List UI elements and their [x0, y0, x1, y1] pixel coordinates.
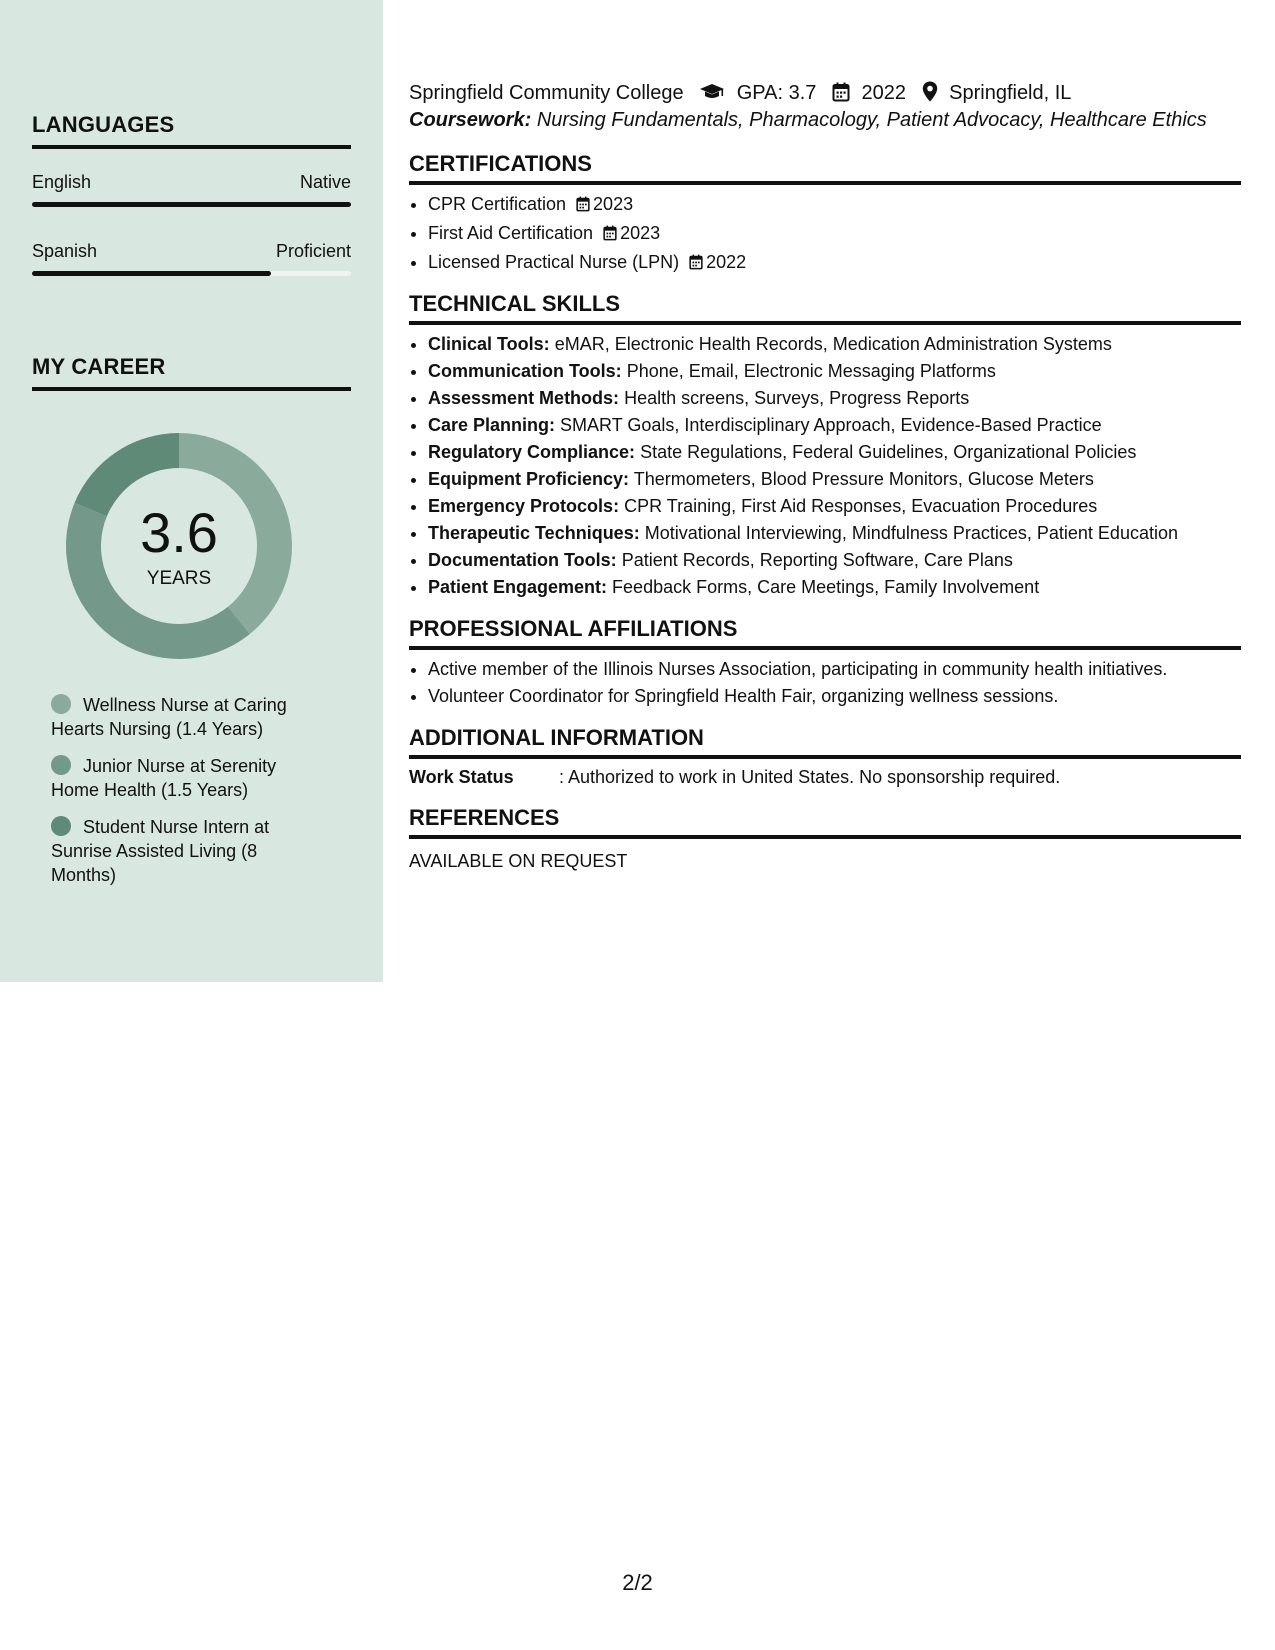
education-line: [409, 78, 1241, 108]
career-legend-item: [51, 693, 313, 741]
skill-item: [428, 412, 1241, 439]
technical-skills-title: TECHNICAL SKILLS: [409, 291, 1241, 325]
calendar-icon: [576, 193, 590, 220]
skill-item: [428, 358, 1241, 385]
skill-value: SMART Goals, Interdisciplinary Approach, Evidence-Based Practice: [560, 415, 1102, 435]
additional-info-title: ADDITIONAL INFORMATION: [409, 725, 1241, 759]
graduation-cap-icon: [699, 81, 725, 111]
coursework-label: Coursework:: [409, 109, 532, 131]
certifications-title: CERTIFICATIONS: [409, 151, 1241, 185]
references-title: REFERENCES: [409, 805, 1241, 839]
career-label: Wellness Nurse at Caring Hearts Nursing (1.4 Years): [51, 695, 287, 739]
skill-value: eMAR, Electronic Health Records, Medication Administration Systems: [554, 334, 1112, 354]
work-status-label: Work Status: [409, 767, 514, 787]
language-name: English: [32, 172, 92, 192]
skill-label: Clinical Tools:: [428, 334, 550, 354]
language-proficiency-fill: [32, 202, 351, 207]
skill-label: Emergency Protocols:: [428, 496, 620, 516]
skill-value: Phone, Email, Electronic Messaging Platforms: [626, 361, 996, 381]
language-proficiency-bar: [32, 202, 351, 207]
skill-item: [428, 331, 1241, 358]
map-pin-icon: [922, 81, 938, 111]
coursework: [409, 109, 1241, 132]
skill-item: [428, 466, 1241, 493]
skill-item: [428, 439, 1241, 466]
sidebar: [0, 0, 383, 982]
career-total-value: 3.6: [140, 501, 218, 564]
graduation-year: 2022: [861, 82, 906, 104]
skill-value: Patient Records, Reporting Software, Care Plans: [621, 550, 1013, 570]
skill-value: CPR Training, First Aid Responses, Evacuation Procedures: [624, 496, 1098, 516]
calendar-icon: [603, 222, 617, 249]
career-legend-item: [51, 815, 313, 887]
certification-year: 2023: [620, 223, 661, 243]
main-content: [409, 78, 1241, 872]
career-total-unit: YEARS: [146, 568, 212, 589]
school-location: Springfield, IL: [949, 82, 1072, 104]
legend-dot: [51, 816, 71, 836]
certification-name: Licensed Practical Nurse (LPN): [428, 252, 680, 272]
language-level: Native: [299, 172, 351, 192]
certification-name: CPR Certification: [428, 194, 567, 214]
certification-name: First Aid Certification: [428, 223, 594, 243]
skill-label: Regulatory Compliance:: [428, 442, 636, 462]
affiliations-list: [409, 656, 1241, 710]
work-status-row: [409, 767, 1241, 788]
skill-label: Care Planning:: [428, 415, 556, 435]
career-donut-chart: [66, 433, 292, 659]
gpa: GPA: 3.7: [736, 82, 817, 104]
career-heading: MY CAREER: [32, 354, 351, 391]
career-label: Junior Nurse at Serenity Home Health (1.5 Years): [51, 756, 277, 800]
skill-value: Feedback Forms, Care Meetings, Family Involvement: [612, 577, 1040, 597]
coursework-list: Nursing Fundamentals, Pharmacology, Patient Advocacy, Healthcare Ethics: [536, 109, 1207, 131]
certification-year: 2022: [706, 252, 747, 272]
skill-label: Documentation Tools:: [428, 550, 617, 570]
school-name: Springfield Community College: [409, 82, 684, 104]
language-proficiency-bar: [32, 271, 351, 276]
certification-year: 2023: [593, 194, 634, 214]
technical-skills-list: [409, 331, 1241, 601]
skill-item: [428, 385, 1241, 412]
career-donut-center: [66, 433, 292, 659]
skill-value: State Regulations, Federal Guidelines, Organizational Policies: [640, 442, 1137, 462]
skill-label: Communication Tools:: [428, 361, 622, 381]
affiliation-item: • Volunteer Coordinator for Springfield Health Fair, organizing wellness sessions.: [428, 683, 1241, 710]
legend-dot: [51, 694, 71, 714]
skill-item: [428, 547, 1241, 574]
calendar-icon: [832, 81, 850, 111]
certifications-list: [409, 191, 1241, 278]
skill-label: Assessment Methods:: [428, 388, 620, 408]
skill-label: Equipment Proficiency:: [428, 469, 630, 489]
skill-value: Health screens, Surveys, Progress Reports: [624, 388, 970, 408]
career-label: Student Nurse Intern at Sunrise Assisted Living (8 Months): [51, 817, 270, 885]
certification-item: [428, 249, 1241, 278]
language-level: Proficient: [275, 241, 351, 261]
page-number: 2/2: [622, 1570, 653, 1595]
calendar-icon: [689, 251, 703, 278]
skill-value: Thermometers, Blood Pressure Monitors, Glucose Meters: [633, 469, 1094, 489]
skill-item: [428, 574, 1241, 601]
skill-label: Patient Engagement:: [428, 577, 608, 597]
languages-heading: LANGUAGES: [32, 112, 351, 149]
skill-item: [428, 520, 1241, 547]
certification-item: [428, 220, 1241, 249]
certification-item: [428, 191, 1241, 220]
career-legend: [51, 693, 313, 900]
references-text: AVAILABLE ON REQUEST: [409, 851, 628, 871]
affiliation-item: • Active member of the Illinois Nurses Association, participating in community health initiatives.: [428, 656, 1241, 683]
legend-dot: [51, 755, 71, 775]
language-proficiency-fill: [32, 271, 271, 276]
work-status-value: : Authorized to work in United States. No sponsorship required.: [559, 767, 1061, 787]
language-name: Spanish: [32, 241, 98, 261]
skill-value: Motivational Interviewing, Mindfulness Practices, Patient Education: [644, 523, 1178, 543]
affiliations-title: PROFESSIONAL AFFILIATIONS: [409, 616, 1241, 650]
skill-item: [428, 493, 1241, 520]
career-legend-item: [51, 754, 313, 802]
skill-label: Therapeutic Techniques:: [428, 523, 640, 543]
